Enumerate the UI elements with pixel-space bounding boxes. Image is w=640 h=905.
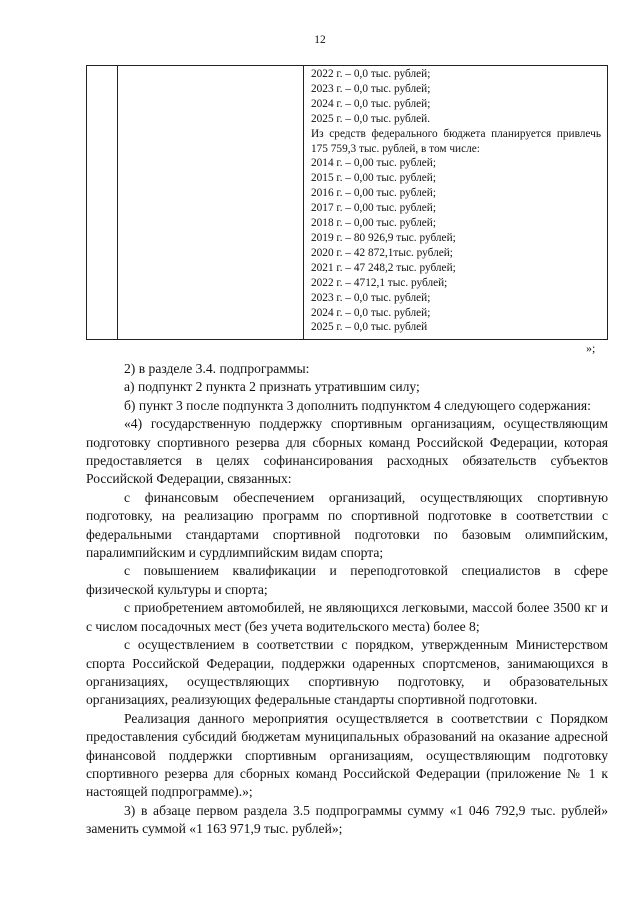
paragraph: 3) в абзаце первом раздела 3.5 подпрограммы сумму «1 046 792,9 тыс. рублей» заменить суммой «1 163 971,9 тыс. рублей»; bbox=[86, 802, 608, 837]
closing-quote: »; bbox=[586, 341, 596, 355]
paragraph: 2) в разделе 3.4. подпрограммы: bbox=[124, 361, 310, 376]
budget-line: 2017 г. – 0,00 тыс. рублей; bbox=[311, 202, 436, 215]
paragraph: с приобретением автомобилей, не являющихся легковыми, массой более 3500 кг и с числом посадочных мест (без учета водительского места) более 8; bbox=[86, 600, 608, 634]
budget-line: 2019 г. – 80 926,9 тыс. рублей; bbox=[311, 231, 456, 244]
paragraph: с повышением квалификации и переподготовкой специалистов в сфере физической культуры и спорта; bbox=[86, 563, 608, 597]
paragraph: «4) государственную поддержку спортивным организациям, осуществляющим подготовку спортивного резерва для сборных команд Российской Федерации, которая предоставляется в целях софинансирования расходных обязательств субъектов Российской Федерации, связанных: bbox=[86, 416, 608, 487]
federal-budget-intro: Из средств федерального бюджета планируется привлечь 175 759,3 тыс. рублей, в том числе: bbox=[311, 127, 601, 155]
table-column-divider bbox=[117, 66, 118, 339]
budget-line: 2025 г. – 0,0 тыс. рублей. bbox=[311, 112, 431, 125]
budget-line: 2014 г. – 0,00 тыс. рублей; bbox=[311, 157, 436, 170]
budget-line: 2021 г. – 47 248,2 тыс. рублей; bbox=[311, 261, 456, 274]
paragraph: с финансовым обеспечением организаций, осуществляющих спортивную подготовку, на реализацию программ по спортивной подготовке в соответствии с федеральными стандартами спортивной подготовки по базовым олимпийским, паралимпийским и сурдлимпийским видам спорта; bbox=[86, 489, 608, 561]
budget-line: 2016 г. – 0,00 тыс. рублей; bbox=[311, 187, 436, 200]
budget-table bbox=[86, 65, 608, 340]
budget-line: 2024 г. – 0,0 тыс. рублей; bbox=[311, 97, 431, 110]
budget-line: 2022 г. – 4712,1 тыс. рублей; bbox=[311, 276, 448, 289]
paragraph: с осуществлением в соответствии с порядком, утвержденным Министерством спорта Российской Федерации, поддержки одаренных спортсменов, занимающихся в организациях, осуществляющих спортивную подготовку, и образовательных организациях, реализующих федеральные стандарты спортивной подготовки. bbox=[86, 637, 608, 708]
budget-line: 2023 г. – 0,0 тыс. рублей; bbox=[311, 291, 431, 304]
table-column-divider bbox=[303, 66, 304, 339]
page-number: 12 bbox=[314, 34, 326, 46]
budget-line: 2018 г. – 0,00 тыс. рублей; bbox=[311, 217, 436, 230]
budget-line: 2022 г. – 0,0 тыс. рублей; bbox=[311, 68, 431, 80]
budget-line: 2025 г. – 0,0 тыс. рублей bbox=[311, 321, 428, 334]
budget-line: 2023 г. – 0,0 тыс. рублей; bbox=[311, 82, 431, 95]
document-body bbox=[86, 360, 608, 839]
budget-cell bbox=[311, 67, 601, 335]
budget-line: 2015 г. – 0,00 тыс. рублей; bbox=[311, 172, 436, 185]
budget-line: 2020 г. – 42 872,1тыс. рублей; bbox=[311, 246, 453, 259]
budget-line: 2024 г. – 0,0 тыс. рублей; bbox=[311, 306, 431, 319]
paragraph: Реализация данного мероприятия осуществляется в соответствии с Порядком предоставления субсидий бюджетам муниципальных образований на оказание адресной финансовой поддержки спортивным организациям, осуществляющим подготовку спортивного резерва для сборных команд Российской Федерации (приложение № 1 к настоящей подпрограмме).»; bbox=[86, 710, 608, 800]
paragraph: б) пункт 3 после подпункта 3 дополнить подпунктом 4 следующего содержания: bbox=[124, 397, 591, 413]
paragraph: а) подпункт 2 пункта 2 признать утратившим силу; bbox=[124, 379, 420, 395]
